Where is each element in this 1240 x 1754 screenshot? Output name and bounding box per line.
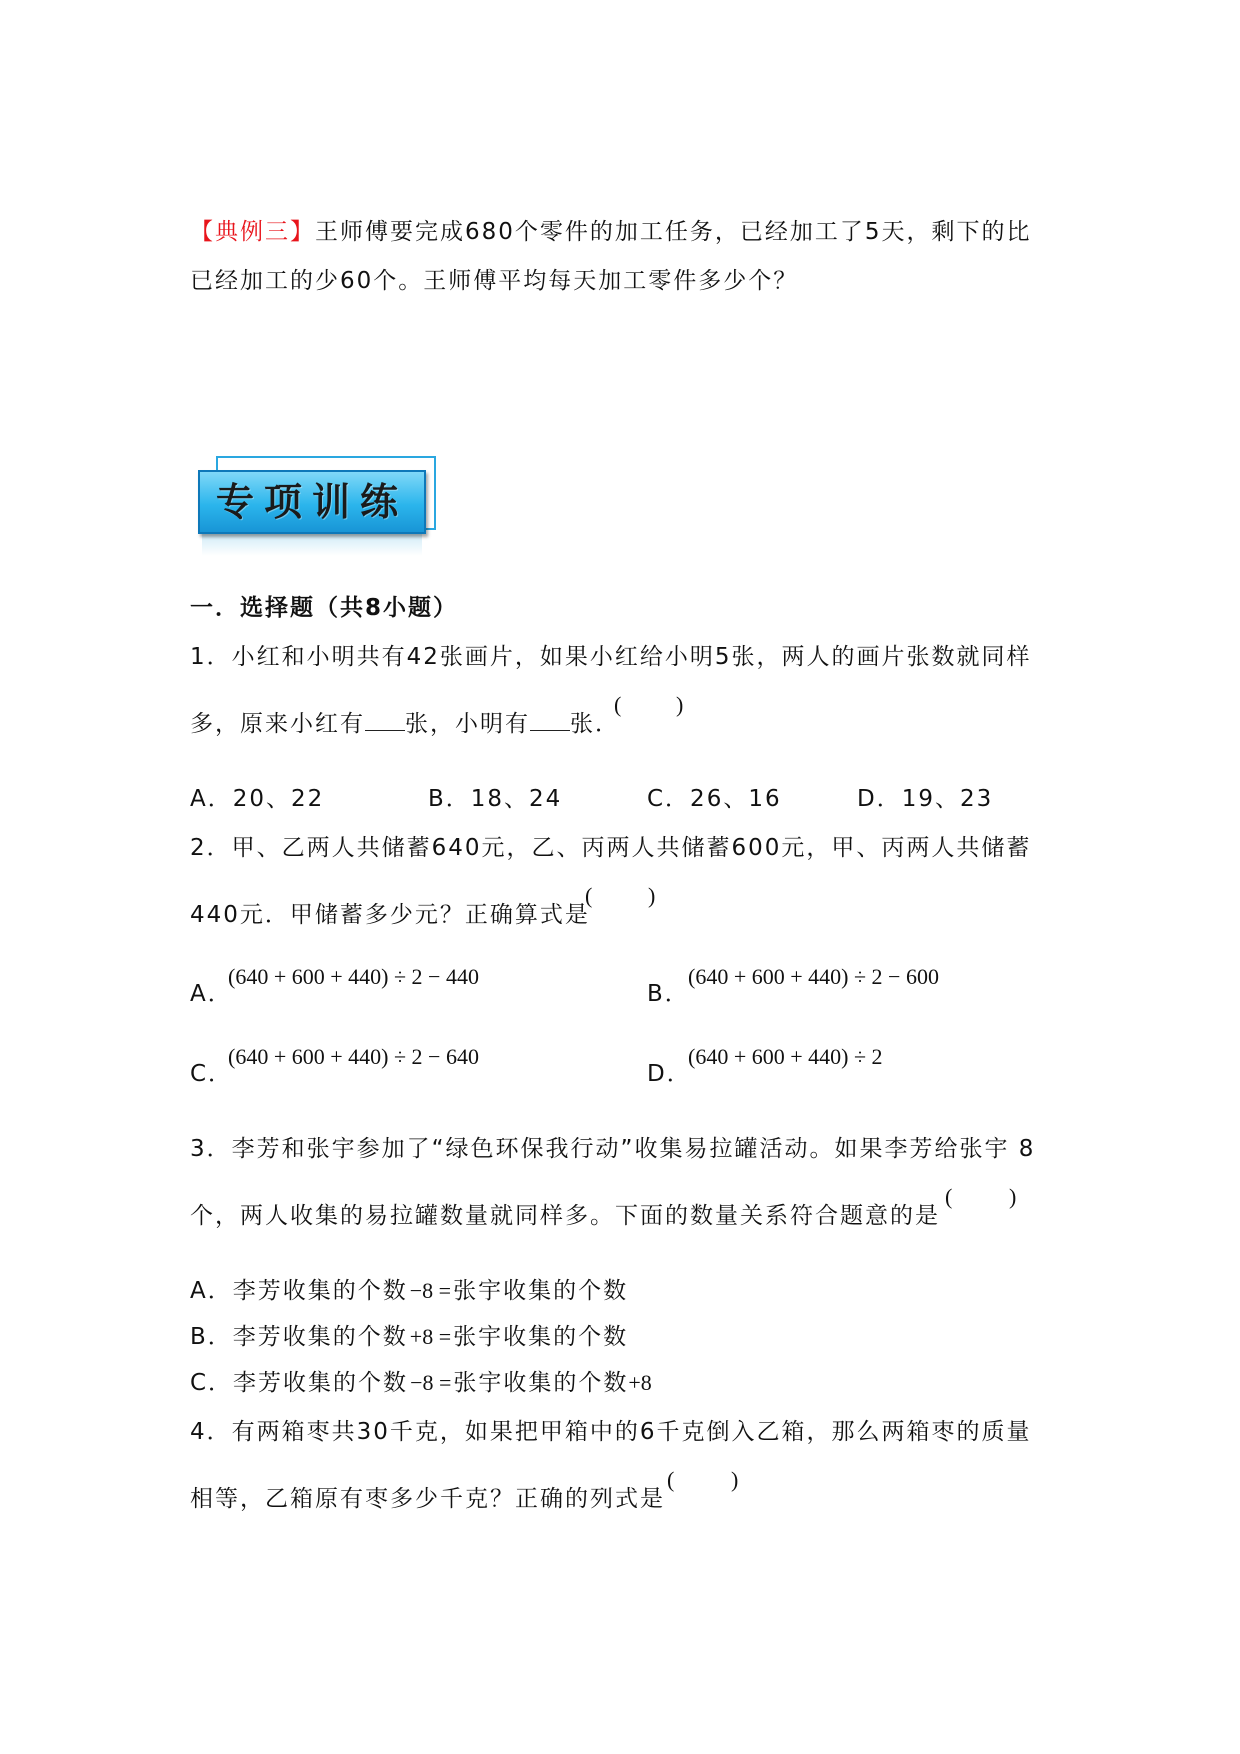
q1-answer-paren-open: ( [614, 692, 622, 717]
q2-option-d-formula: (640 + 600 + 440) ÷ 2 [688, 1044, 883, 1069]
q1-blank-1 [365, 712, 405, 731]
example-text-line2: 已经加工的少60个。王师傅平均每天加工零件多少个？ [190, 268, 799, 294]
q2-option-c-formula: (640 + 600 + 440) ÷ 2 − 640 [228, 1044, 479, 1069]
q3-option-c[interactable]: C．李芳收集的个数−8 =张宇收集的个数+8 [190, 1370, 652, 1396]
q3-text-line2: 个，两人收集的易拉罐数量就同样多。下面的数量关系符合题意的是 [190, 1203, 940, 1229]
q1-option-a[interactable]: A．20、22 [190, 786, 325, 812]
example-text-line1: 王师傅要完成680个零件的加工任务，已经加工了5天，剩下的比 [315, 219, 1032, 245]
q1-blank-2 [530, 712, 570, 731]
q3-answer-paren-open: ( [945, 1184, 953, 1209]
q4-text-line1: 4．有两箱枣共30千克，如果把甲箱中的6千克倒入乙箱，那么两箱枣的质量 [190, 1419, 1032, 1445]
q3-option-b[interactable]: B．李芳收集的个数+8 =张宇收集的个数 [190, 1324, 629, 1350]
q2-text-line1: 2．甲、乙两人共储蓄640元，乙、丙两人共储蓄600元，甲、丙两人共储蓄 [190, 835, 1032, 861]
example-tag: 【典例三】 [190, 219, 315, 245]
example-problem [190, 213, 1032, 246]
q2-answer-paren-open: ( [585, 883, 593, 908]
q2-option-b-formula: (640 + 600 + 440) ÷ 2 − 600 [688, 964, 939, 989]
q2-option-b[interactable]: B． [647, 981, 690, 1007]
q1-option-d[interactable]: D．19、23 [857, 786, 994, 812]
q2-option-d[interactable]: D． [647, 1061, 692, 1087]
q4-text-line2: 相等，乙箱原有枣多少千克？正确的列式是 [190, 1486, 665, 1512]
q2-option-c[interactable]: C． [190, 1061, 234, 1087]
q2-option-a-formula: (640 + 600 + 440) ÷ 2 − 440 [228, 964, 479, 989]
q1-text-line1: 1．小红和小明共有42张画片，如果小红给小明5张，两人的画片张数就同样 [190, 644, 1032, 670]
section-heading: 一．选择题（共8小题） [190, 595, 459, 621]
q1-answer-paren-close: ) [676, 692, 684, 717]
q1-option-b[interactable]: B．18、24 [428, 786, 563, 812]
banner-title: 专项训练 [215, 479, 408, 524]
q1-option-c[interactable]: C．26、16 [647, 786, 782, 812]
q3-option-a[interactable]: A．李芳收集的个数−8 =张宇收集的个数 [190, 1278, 629, 1304]
q2-option-a[interactable]: A． [190, 981, 233, 1007]
q2-answer-paren-close: ) [648, 883, 656, 908]
q4-answer-paren-close: ) [731, 1467, 739, 1492]
q4-answer-paren-open: ( [667, 1467, 675, 1492]
q3-text-line1: 3．李芳和张宇参加了“绿色环保我行动”收集易拉罐活动。如果李芳给张宇 8 [190, 1136, 1036, 1162]
q2-text-line2: 440元．甲储蓄多少元？正确算式是 [190, 902, 590, 928]
q1-text-line2: 多，原来小红有 张，小明有 张． [190, 711, 620, 737]
q3-answer-paren-close: ) [1009, 1184, 1017, 1209]
